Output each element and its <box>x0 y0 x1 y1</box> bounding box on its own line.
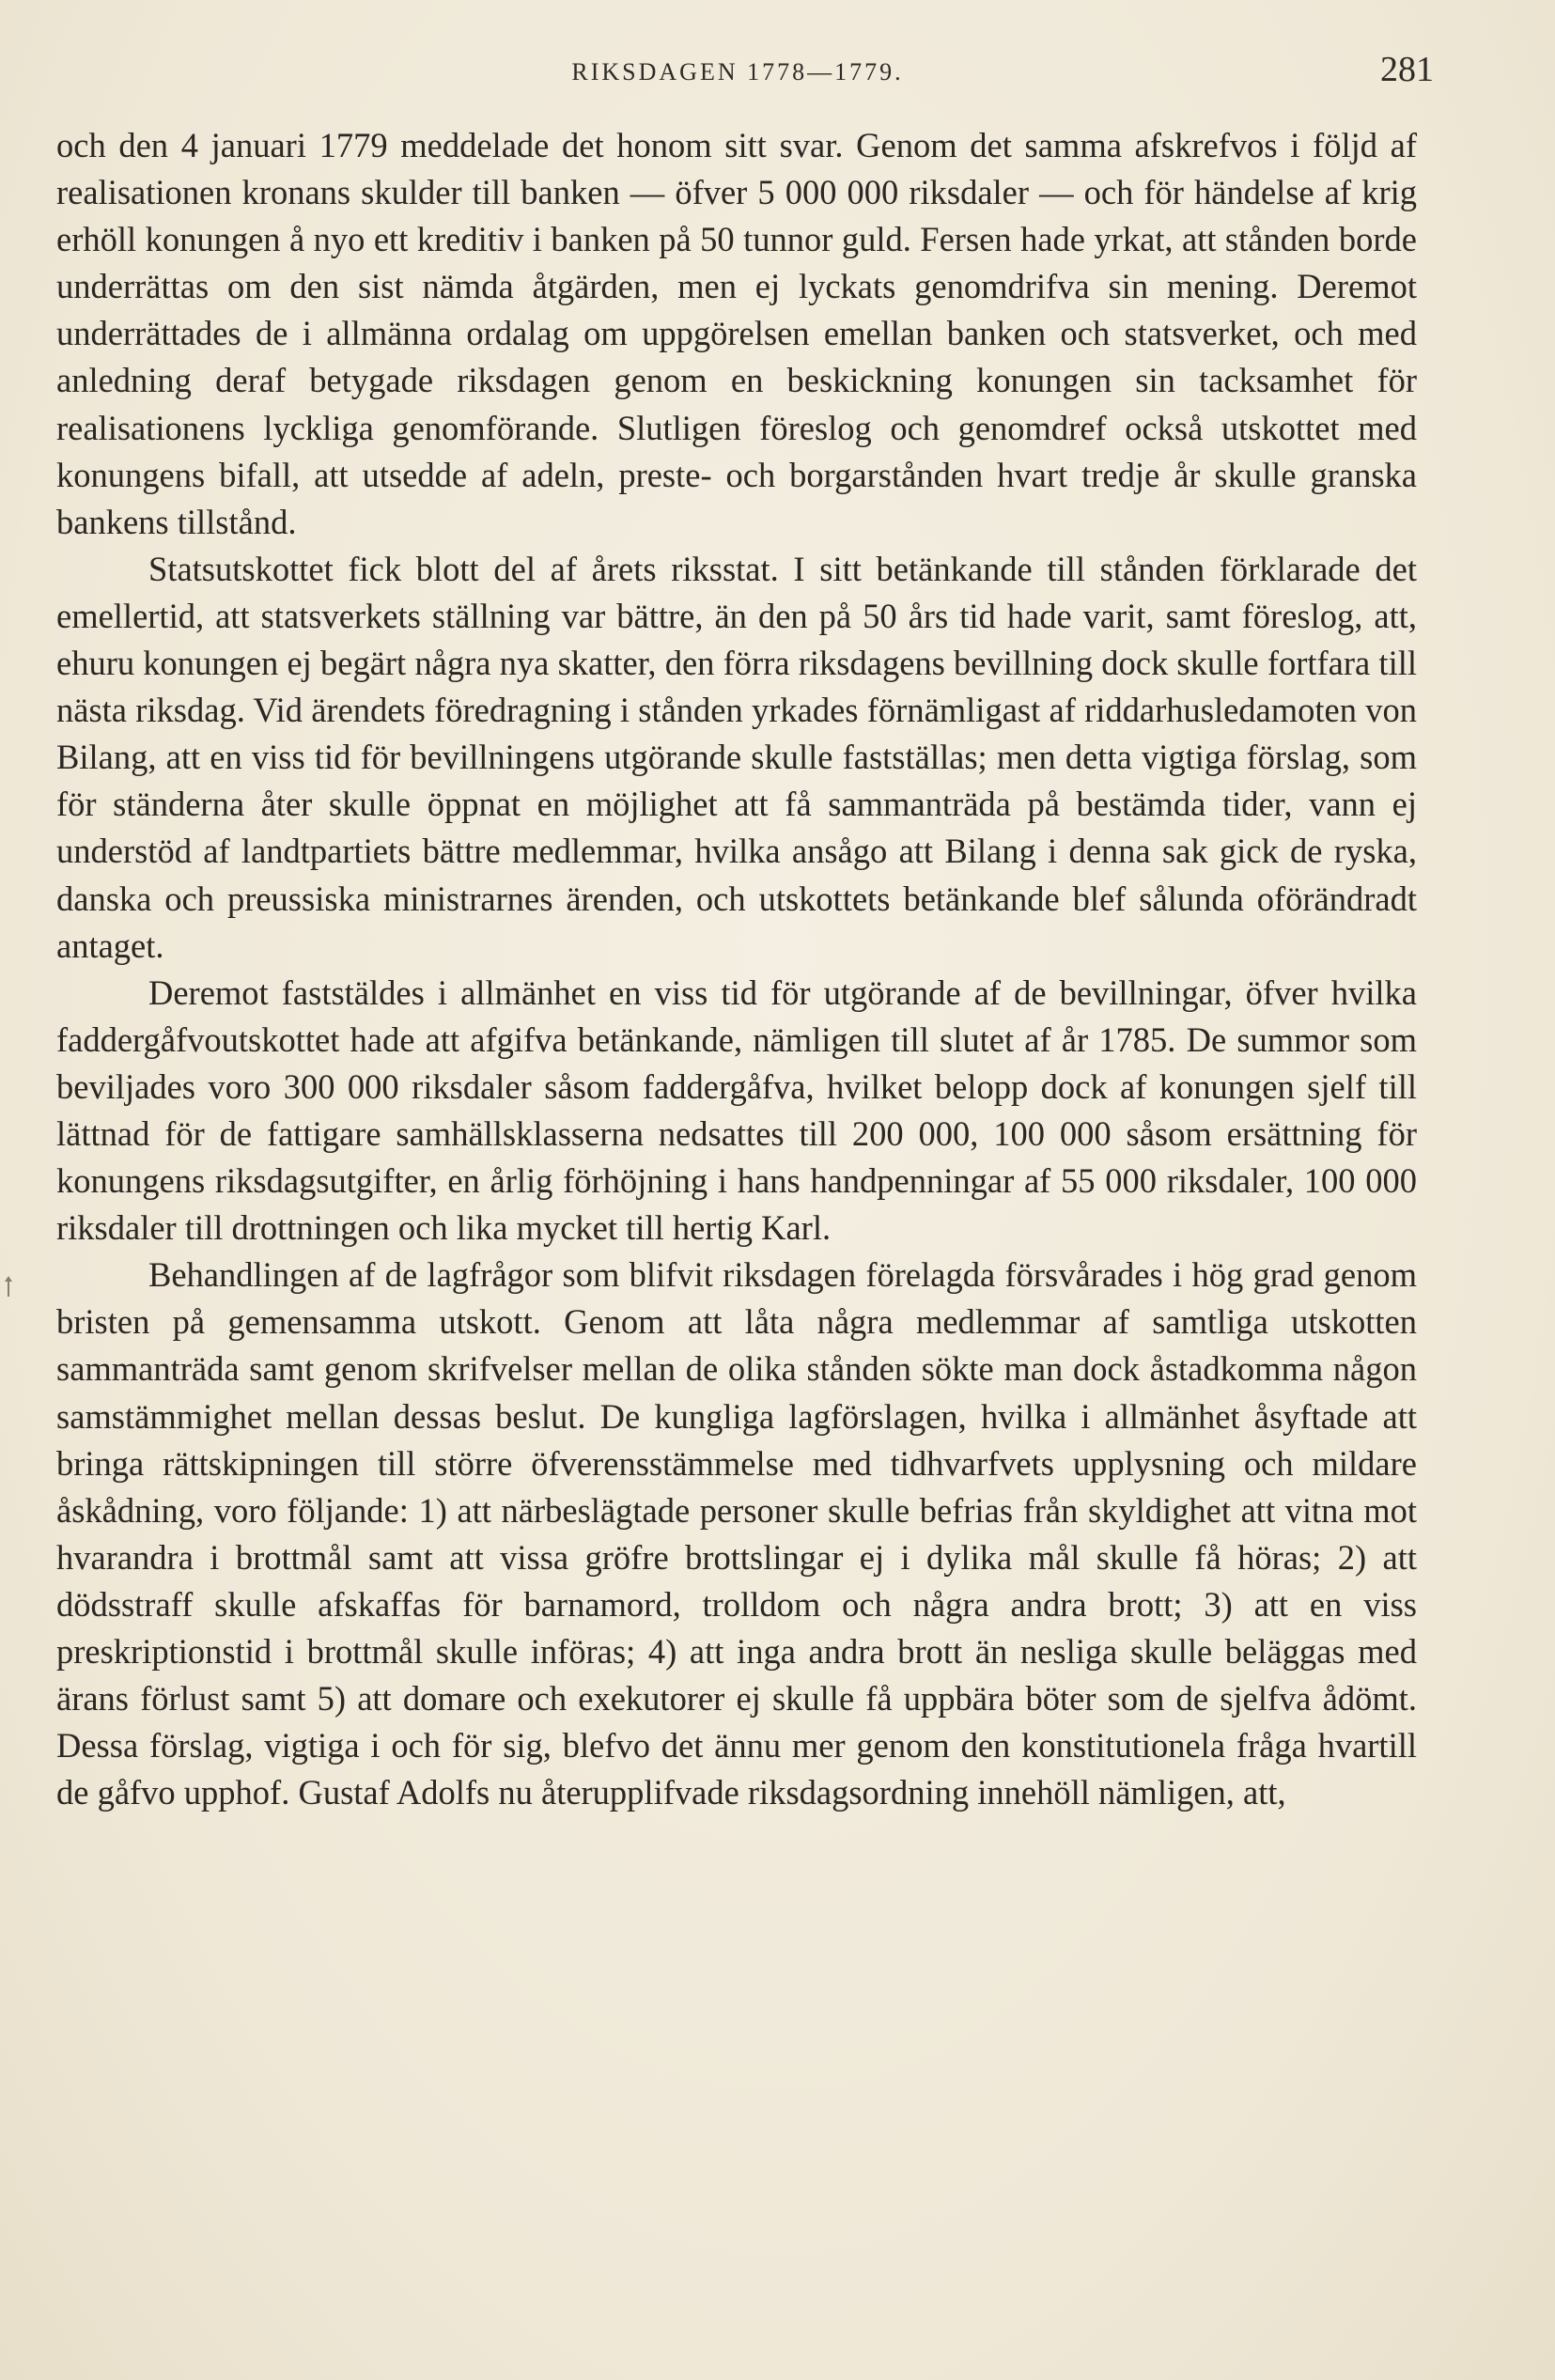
page-number: 281 <box>1380 50 1434 89</box>
paragraph: Deremot faststäldes i allmänhet en viss tid för utgörande af de bevillningar, öfver hvilka faddergåfvoutskottet hade att afgifva betänkande, nämligen till slutet af år 1785. De summor som beviljades voro 300 000 riksdaler såsom faddergåfva, hvilket belopp dock af konungen sjelf till lättnad för de fattigare samhällsklasserna nedsattes till 200 000, 100 000 såsom ersättning för konungens riksdagsutgifter, en årlig förhöjning i hans handpenningar af 55 000 riksdaler, 100 000 riksdaler till drottningen och lika mycket till hertig Karl. <box>56 972 1417 1248</box>
paragraph: Statsutskottet fick blott del af årets riksstat. I sitt betänkande till stånden förklarade det emellertid, att statsverkets ställning var bättre, än den på 50 års tid hade varit, samt föreslog, att, ehuru konungen ej begärt några nya skatter, den förra riksdagens bevillning dock skulle fortfara till nästa riksdag. Vid ärendets föredragning i stånden yrkades förnämligast af riddarhusledamoten von Bilang, att en viss tid för bevillningens utgörande skulle fastställas; men detta vigtiga förslag, som för ständerna åter skulle öppnat en möjlighet att få sammanträda på bestämda tider, vann ej understöd af landtpartiets bättre medlemmar, hvilka ansågo att Bilang i denna sak gick de ryska, danska och preussiska ministrarnes ärenden, och utskottets betänkande blef sålunda oförändradt antaget. <box>56 549 1417 965</box>
margin-mark-icon <box>4 1276 13 1297</box>
running-head <box>56 49 1434 96</box>
body-text <box>56 122 1417 1816</box>
paragraph: Behandlingen af de lagfrågor som blifvit riksdagen förelagda försvårades i hög grad genom bristen på gemensamma utskott. Genom att låta några medlemmar af samtliga utskotten sammanträda samt genom skrifvelser mellan de olika stånden sökte man dock åstadkomma någon samstämmighet mellan dessas beslut. De kungliga lagförslagen, hvilka i allmänhet åsyftade att bringa rättskipningen till större öfverensstämmelse med tidhvarfvets upplysning och mildare åskådning, voro följande: 1) att närbeslägtade personer skulle befrias från skyldighet att vitna mot hvarandra i brottmål samt att vissa gröfre brottslingar ej i dylika mål skulle få höras; 2) att dödsstraff skulle afskaffas för barnamord, trolldom och några andra brott; 3) att en viss preskriptionstid i brottmål skulle införas; 4) att inga andra brott än nesliga skulle beläggas med ärans förlust samt 5) att domare och exekutorer ej skulle få uppbära böter som de sjelfva ådömt. Dessa förslag, vigtiga i och för sig, blefvo det ännu mer genom den konstitutionela fråga hvartill de gåfvo upphof. Gustaf Adolfs nu återupplifvade riksdagsordning innehöll nämligen, att, <box>56 1255 1417 1812</box>
paragraph: och den 4 januari 1779 meddelade det honom sitt svar. Genom det samma afskrefvos i följd af realisationen kronans skulder till banken — öfver 5 000 000 riksdaler — och för händelse af krig erhöll konungen å nyo ett kreditiv i banken på 50 tunnor guld. Fersen hade yrkat, att stånden borde underrättas om den sist nämda åtgärden, men ej lyckats genomdrifva sin mening. Deremot underrättades de i allmänna ordalag om uppgörelsen emellan banken och statsverket, och med anledning deraf betygade riksdagen genom en beskickning konungen sin tacksamhet för realisationens lyckliga genomförande. Slutligen föreslog och genomdref också utskottet med konungens bifall, att utsedde af adeln, preste- och borgarstånden hvart tredje år skulle granska bankens tillstånd. <box>56 126 1417 541</box>
running-title: RIKSDAGEN 1778—1779. <box>571 58 904 86</box>
